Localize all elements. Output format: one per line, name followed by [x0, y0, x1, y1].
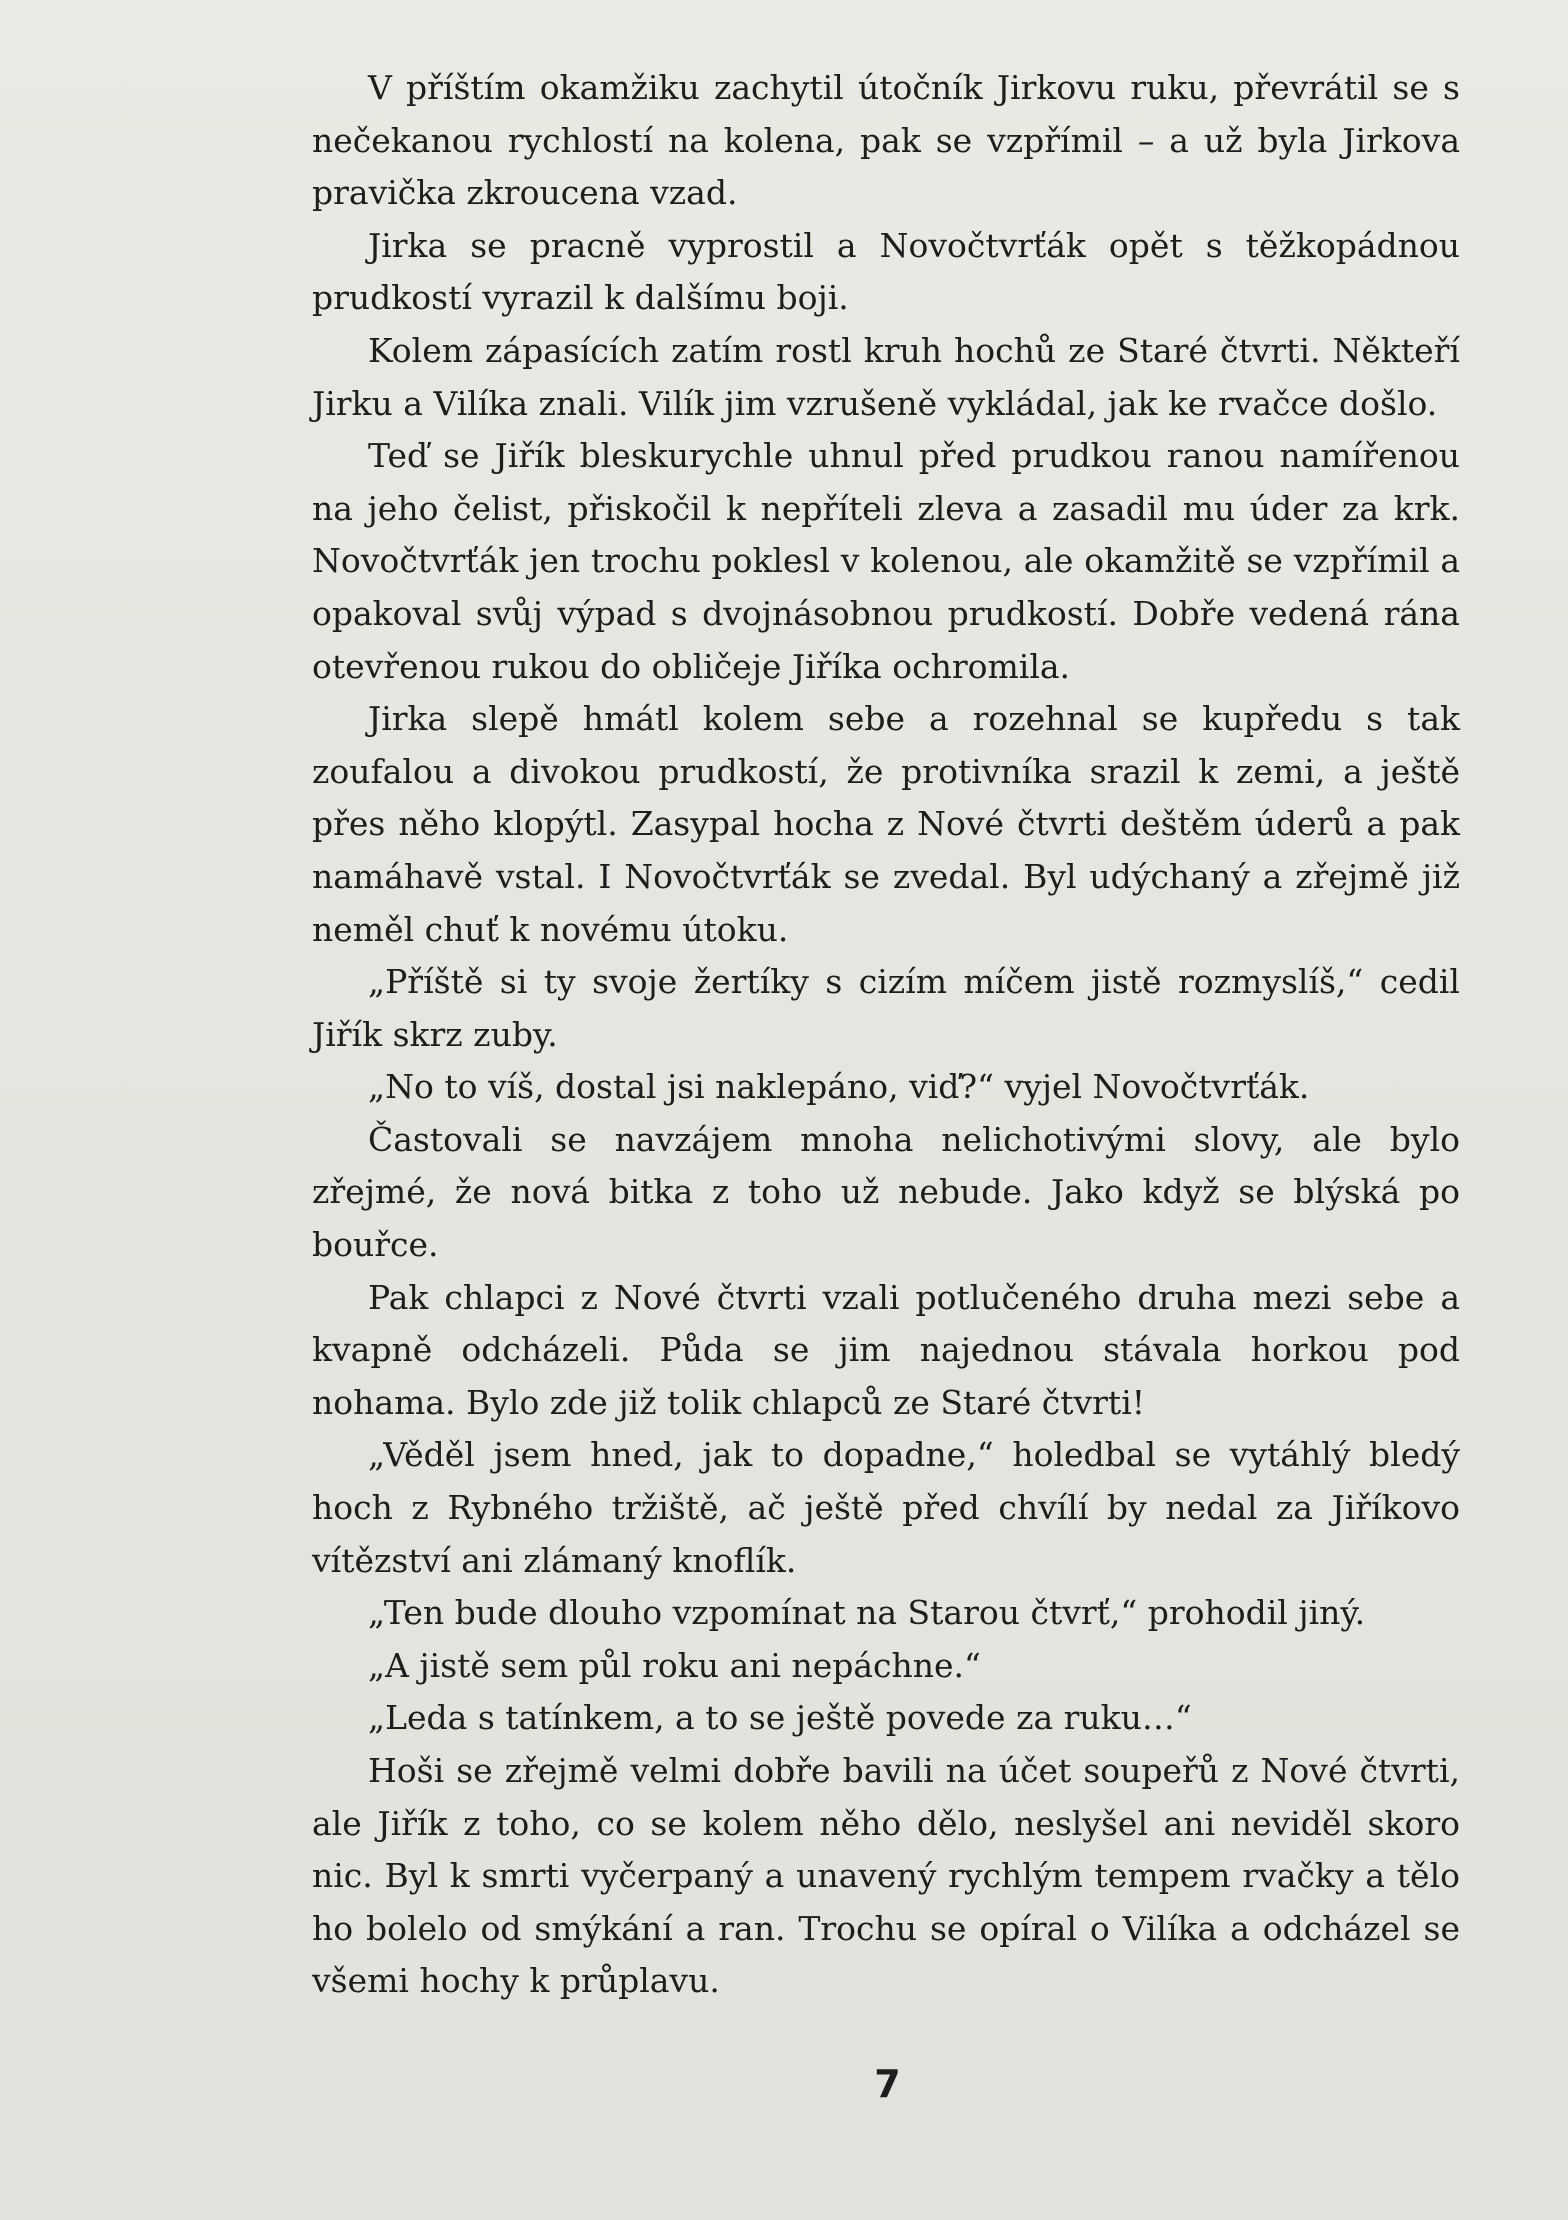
paragraph: „Věděl jsem hned, jak to dopadne,“ holedbal se vytáhlý bledý hoch z Rybného tržiště, ač ještě před chvílí by nedal za Jiříkovo vítězství ani zlámaný knoflík. [312, 1435, 1460, 1580]
paragraph: Teď se Jiřík bleskurychle uhnul před prudkou ranou namířenou na jeho čelist, přiskočil k nepříteli zleva a zasadil mu úder za krk. Novočtvrťák jen trochu poklesl v kolenou, ale okamžitě se vzpřímil a opakoval svůj výpad s dvojnásobnou prudkostí. Dobře vedená rána otevřenou rukou do obličeje Jiříka ochromila. [312, 436, 1460, 686]
paragraph: Častovali se navzájem mnoha nelichotivými slovy, ale bylo zřejmé, že nová bitka z toho už nebude. Jako když se blýská po bouřce. [312, 1119, 1460, 1265]
paragraph: „Leda s tatínkem, a to se ještě povede za ruku…“ [368, 1698, 1192, 1738]
paragraph: V příštím okamžiku zachytil útočník Jirkovu ruku, převrátil se s nečekanou rychlostí na kolena, pak se vzpřímil – a už byla Jirkova pravička zkroucena vzad. [312, 68, 1460, 213]
paragraph: „Ten bude dlouho vzpomínat na Starou čtvrť,“ prohodil jiný. [368, 1593, 1366, 1633]
paragraph: Hoši se zřejmě velmi dobře bavili na účet soupeřů z Nové čtvrti, ale Jiřík z toho, co se kolem něho dělo, neslyšel ani neviděl skoro nic. Byl k smrti vyčerpaný a unavený rychlým tempem rvačky a tělo ho bolelo od smýkání a ran. Trochu se opíral o Vilíka a odcházel se všemi hochy k průplavu. [312, 1751, 1460, 2001]
paragraph: „A jistě sem půl roku ani nepáchne.“ [368, 1645, 981, 1685]
page-number: 7 [874, 2062, 901, 2106]
paragraph: Jirka se pracně vyprostil a Novočtvrťák opět s těžkopádnou prudkostí vyrazil k dalšímu boji. [312, 225, 1460, 318]
paragraph: Jirka slepě hmátl kolem sebe a rozehnal se kupředu s tak zoufalou a divokou prudkostí, že protivníka srazil k zemi, a ještě přes něho klopýtl. Zasypal hocha z Nové čtvrti deštěm úderů a pak namáhavě vstal. I Novočtvrťák se zvedal. Byl udýchaný a zřejmě již neměl chuť k novému útoku. [312, 699, 1460, 949]
paragraph: Kolem zápasících zatím rostl kruh hochů ze Staré čtvrti. Někteří Jirku a Vilíka znali. Vilík jim vzrušeně vykládal, jak ke rvačce došlo. [312, 330, 1460, 423]
body-text [312, 62, 1460, 2008]
paragraph: „No to víš, dostal jsi naklepáno, viď?“ vyjel Novočtvrťák. [368, 1067, 1310, 1107]
paragraph: Pak chlapci z Nové čtvrti vzali potlučeného druha mezi sebe a kvapně odcházeli. Půda se jim najednou stávala horkou pod nohama. Bylo zde již tolik chlapců ze Staré čtvrti! [312, 1277, 1460, 1422]
paragraph: „Příště si ty svoje žertíky s cizím míčem jistě rozmyslíš,“ cedil Jiřík skrz zuby. [312, 962, 1460, 1054]
